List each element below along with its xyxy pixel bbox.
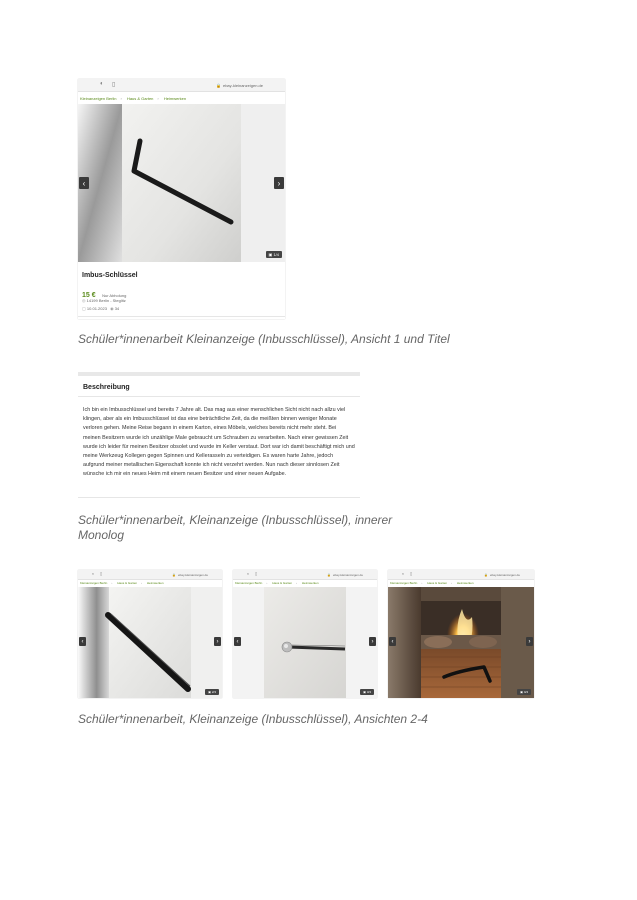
image-counter: ▣ 3/4 bbox=[360, 689, 374, 695]
tabs-icon[interactable]: ▯ bbox=[112, 82, 116, 88]
screenshot-ad-view-1 bbox=[78, 79, 285, 319]
lock-icon: 🔒 bbox=[484, 572, 488, 577]
url-text: ebay-kleinanzeigen.de bbox=[332, 572, 363, 577]
gallery-icon: ▣ bbox=[520, 690, 523, 694]
breadcrumb: Kleinanzeigen Berlin › Haus & Garten › Heimwerken bbox=[235, 581, 319, 585]
breadcrumb-item[interactable]: Kleinanzeigen Berlin bbox=[80, 96, 117, 101]
browser-url-bar[interactable] bbox=[78, 79, 285, 92]
tabs-icon[interactable]: ▯ bbox=[100, 571, 103, 576]
gallery-icon: ▣ bbox=[268, 252, 273, 257]
chevron-left-icon[interactable]: ‹ bbox=[389, 637, 396, 646]
breadcrumb: Kleinanzeigen Berlin › Haus & Garten › Heimwerken bbox=[80, 581, 164, 585]
views-count: 34 bbox=[114, 306, 120, 311]
gallery-image bbox=[388, 587, 534, 698]
caption-1: Schüler*innenarbeit Kleinanzeige (Inbusschlüssel), Ansicht 1 und Titel bbox=[78, 332, 450, 346]
image-counter: ▣ 2/4 bbox=[205, 689, 219, 695]
location bbox=[82, 298, 126, 303]
chevron-right-icon[interactable]: › bbox=[369, 637, 376, 646]
lock-icon: 🔒 bbox=[172, 572, 176, 577]
breadcrumb: Kleinanzeigen Berlin › Haus & Garten › Heimwerken bbox=[80, 96, 187, 101]
eye-icon: ◉ bbox=[110, 306, 114, 311]
breadcrumb: Kleinanzeigen Berlin › Haus & Garten › Heimwerken bbox=[390, 581, 474, 585]
price-note: Nur Abholung bbox=[102, 293, 127, 298]
chevron-right-icon[interactable]: › bbox=[214, 637, 221, 646]
shield-icon[interactable]: ◐ bbox=[402, 571, 405, 576]
chevron-right-icon[interactable]: › bbox=[526, 637, 533, 646]
image-counter: ▣ 4/4 bbox=[517, 689, 531, 695]
location-pin-icon: ◎ bbox=[82, 298, 86, 303]
chevron-right-icon[interactable]: › bbox=[274, 177, 284, 189]
chevron-left-icon[interactable]: ‹ bbox=[79, 177, 89, 189]
price-value: 15 € bbox=[82, 292, 96, 299]
lock-icon: 🔒 bbox=[215, 82, 221, 88]
ad-title: Imbus-Schlüssel bbox=[82, 272, 138, 279]
breadcrumb-item[interactable]: Kleinanzeigen Berlin bbox=[235, 581, 263, 585]
chevron-left-icon[interactable]: ‹ bbox=[79, 637, 86, 646]
screenshot-ad-view-3 bbox=[233, 570, 377, 698]
breadcrumb-item[interactable]: Heimwerken bbox=[456, 581, 474, 585]
gallery-image bbox=[78, 104, 285, 262]
tabs-icon[interactable]: ▯ bbox=[410, 571, 413, 576]
lock-icon: 🔒 bbox=[327, 572, 331, 577]
image-gallery[interactable] bbox=[78, 587, 222, 698]
browser-url-bar[interactable] bbox=[233, 570, 377, 580]
caption-2: Schüler*innenarbeit, Kleinanzeige (Inbusschlüssel), innerer Monolog bbox=[78, 513, 393, 542]
chevron-left-icon[interactable]: ‹ bbox=[234, 637, 241, 646]
breadcrumb-item[interactable]: Haus & Garten bbox=[427, 581, 448, 585]
image-gallery[interactable] bbox=[78, 104, 285, 262]
caption-3: Schüler*innenarbeit, Kleinanzeige (Inbusschlüssel), Ansichten 2-4 bbox=[78, 712, 428, 726]
shield-icon[interactable]: ◐ bbox=[92, 571, 95, 576]
tabs-icon[interactable]: ▯ bbox=[255, 571, 258, 576]
location-text: 14199 Berlin - Steglitz bbox=[86, 298, 126, 303]
url-text: ebay-kleinanzeigen.de bbox=[489, 572, 520, 577]
gallery-image bbox=[78, 587, 222, 698]
description-panel bbox=[78, 372, 360, 498]
breadcrumb-item[interactable]: Heimwerken bbox=[301, 581, 319, 585]
calendar-icon: ▢ bbox=[82, 306, 86, 311]
url-text: ebay-kleinanzeigen.de bbox=[222, 82, 263, 88]
gallery-icon: ▣ bbox=[363, 690, 366, 694]
breadcrumb-item[interactable]: Kleinanzeigen Berlin bbox=[390, 581, 418, 585]
image-counter: ▣ 1/4 bbox=[266, 251, 282, 258]
image-gallery[interactable] bbox=[388, 587, 534, 698]
description-text: Ich bin ein Imbusschlüssel und bereits 7 Jahre alt. Das mag aus einer menschlichen Sicht nicht nach allzu viel klingen, aber als ein Imbusschlüssel ist das eine beträchtliche Zeit, da die meißten binnen weniger Monate verloren gehen. Meine Reise begann in einem Karton, eines Möbels, welches bereits nicht mehr steht. Bei meinen Besitzern wurde ich unzählige Male gebraucht um Schrauben zu verarbeiten. Nach einer gewissen Zeit wurde ich leider für meinen Besitzer obsolet und wurde im Keller verstaut. Dort war ich damit beschäftigt mich und meine Werkzeug Kollegen gegen Spinnen und Kellerasseln zu verteidigen. Es waren harte Jahre, jedoch aufgrund meiner metallischen Eigenschaft konnte ich nicht verzehrt werden. Nun nach dieser sinnlosen Zeit wünsche ich mir ein neues Heim mit einem neuen Besitzer und einer neuen Aufgabe. bbox=[83, 407, 355, 478]
shield-icon[interactable]: ◐ bbox=[100, 81, 104, 87]
gallery-image bbox=[233, 587, 377, 698]
breadcrumb-item[interactable]: Kleinanzeigen Berlin bbox=[80, 581, 108, 585]
description-heading: Beschreibung bbox=[83, 384, 130, 391]
meta-info bbox=[82, 306, 119, 311]
shield-icon[interactable]: ◐ bbox=[247, 571, 250, 576]
breadcrumb-item[interactable]: Haus & Garten bbox=[272, 581, 293, 585]
breadcrumb-item[interactable]: Haus & Garten bbox=[126, 96, 154, 101]
breadcrumb-item[interactable]: Heimwerken bbox=[163, 96, 187, 101]
browser-url-bar[interactable] bbox=[388, 570, 534, 580]
url-text: ebay-kleinanzeigen.de bbox=[177, 572, 208, 577]
screenshot-ad-view-4 bbox=[388, 570, 534, 698]
breadcrumb-item[interactable]: Heimwerken bbox=[146, 581, 164, 585]
browser-url-bar[interactable] bbox=[78, 570, 222, 580]
breadcrumb-item[interactable]: Haus & Garten bbox=[117, 581, 138, 585]
screenshot-ad-view-2 bbox=[78, 570, 222, 698]
gallery-icon: ▣ bbox=[208, 690, 211, 694]
image-gallery[interactable] bbox=[233, 587, 377, 698]
date-text: 10.01.2023 bbox=[86, 306, 107, 311]
